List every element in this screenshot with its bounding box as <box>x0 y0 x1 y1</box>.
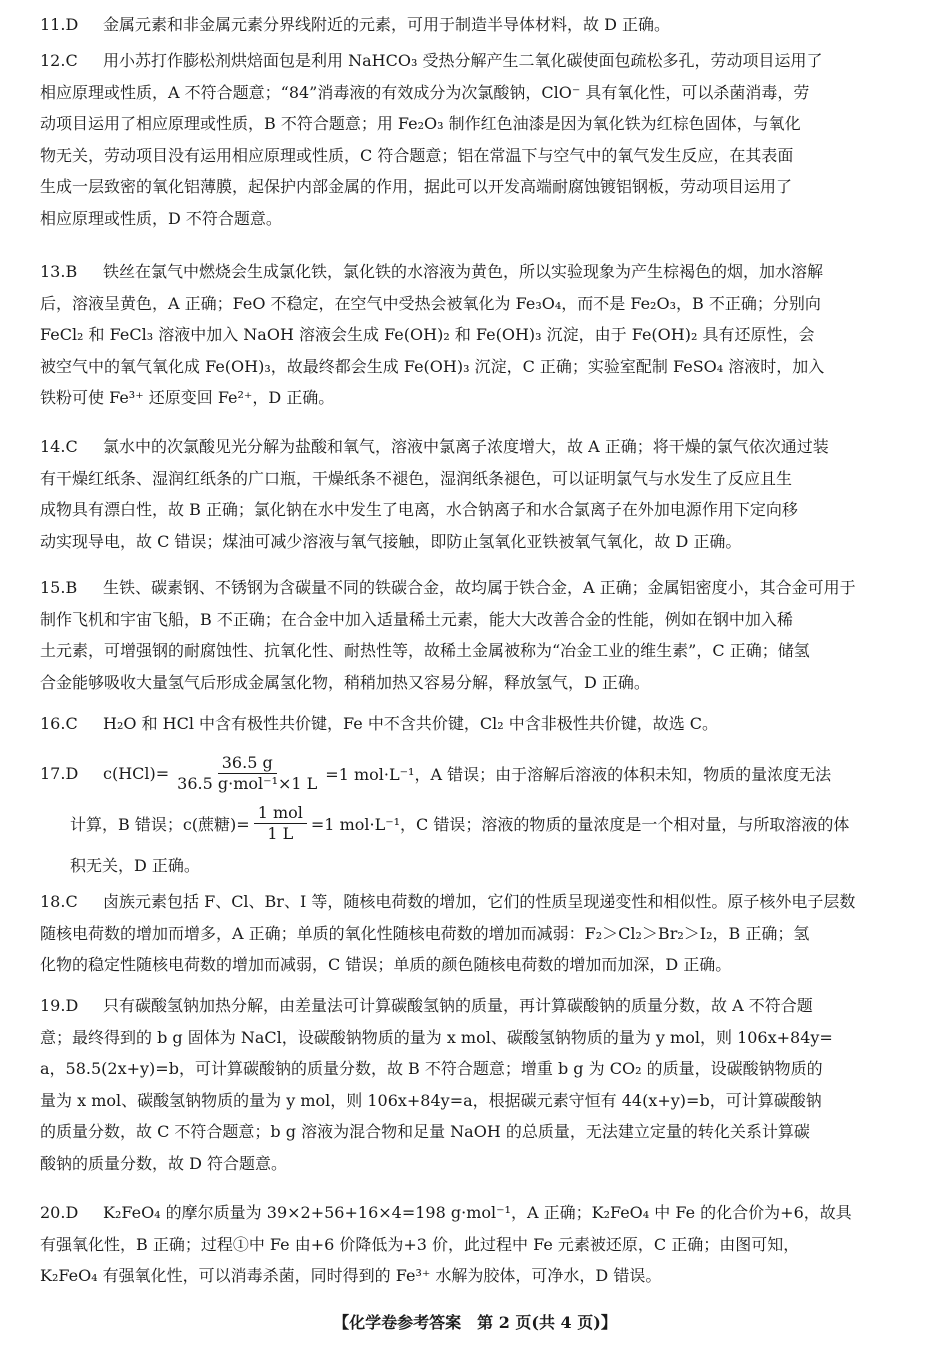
answer-line <box>40 431 912 463</box>
answer-line <box>40 667 912 699</box>
answer-text: 只有碳酸氢钠加热分解，由差量法可计算碳酸氢钠的质量，再计算碳酸钠的质量分数，故 A 不符合题 <box>103 996 813 1015</box>
answer-text: 氯水中的次氯酸见光分解为盐酸和氧气，溶液中氯离子浓度增大，故 A 正确；将干燥的氯气依次通过装 <box>103 437 829 456</box>
answer-line <box>40 1260 912 1292</box>
answer-text: 随核电荷数的增加而增多，A 正确；单质的氧化性随核电荷数的增加而减弱：F₂＞Cl₂＞Br₂＞I₂，B 正确；氢 <box>40 923 810 943</box>
answer-number: 14.C <box>40 437 78 456</box>
answer-text: 铁粉可使 Fe³⁺ 还原变回 Fe²⁺，D 正确。 <box>40 388 335 407</box>
answer-line <box>40 990 912 1022</box>
answer-text: 化物的稳定性随核电荷数的增加而减弱，C 错误；单质的颜色随核电荷数的增加而加深，D 正确。 <box>40 955 732 974</box>
answer-line <box>40 572 912 604</box>
answer-number: 18.C <box>40 892 78 911</box>
answer-16 <box>40 708 912 740</box>
answer-text: a，58.5(2x+y)=b，可计算碳酸钠的质量分数，故 B 不符合题意；增重 b g 为 CO₂ 的质量，设碳酸钠物质的 <box>40 1059 823 1078</box>
answer-17-line-2 <box>40 798 912 848</box>
answer-text: 生铁、碳素钢、不锈钢为含碳量不同的铁碳合金，故均属于铁合金，A 正确；金属铝密度小，其合金可用于 <box>103 578 856 597</box>
answer-line <box>40 288 912 320</box>
answer-14 <box>40 431 912 557</box>
answer-17-line-3 <box>40 850 912 882</box>
answer-number: 19.D <box>40 996 79 1015</box>
answer-line <box>40 108 912 140</box>
answer-text: 有强氧化性，B 正确；过程①中 Fe 由+6 价降低为+3 价，此过程中 Fe 元素被还原，C 正确；由图可知， <box>40 1234 800 1254</box>
answer-text: 物无关，劳动项目没有运用相应原理或性质，C 符合题意；铝在常温下与空气中的氧气发生反应，在其表面 <box>40 145 794 165</box>
answer-text: 制作飞机和宇宙飞船，B 不正确；在合金中加入适量稀土元素，能大大改善合金的性能，例如在钢中加入稀 <box>40 609 793 629</box>
answer-number: 12.C <box>40 51 78 70</box>
answer-13 <box>40 256 912 414</box>
answer-line <box>40 1053 912 1085</box>
answer-text: H₂O 和 HCl 中含有极性共价键，Fe 中不含共价键，Cl₂ 中含非极性共价键，故选 C。 <box>103 714 719 733</box>
answer-text: 意；最终得到的 b g 固体为 NaCl，设碳酸钠物质的量为 x mol、碳酸氢钠物质的量为 y mol，则 106x+84y= <box>40 1027 833 1047</box>
answer-11 <box>40 9 912 41</box>
answer-text: 的质量分数，故 C 不符合题意；b g 溶液为混合物和足量 NaOH 的总质量，无法建立定量的转化关系计算碳 <box>40 1122 810 1141</box>
answer-line <box>40 140 912 172</box>
answer-text: 土元素，可增强钢的耐腐蚀性、抗氧化性、耐热性等，故稀土金属被称为“冶金工业的维生素”，C 正确；储氢 <box>40 641 810 660</box>
fraction-sucrose <box>254 804 307 843</box>
answer-text: 成物具有漂白性，故 B 正确；氯化钠在水中发生了电离，水合钠离子和水合氯离子在外加电源作用下定向移 <box>40 500 798 519</box>
fraction-denominator: 1 L <box>267 823 294 843</box>
answer-text: 被空气中的氧气氧化成 Fe(OH)₃，故最终都会生成 Fe(OH)₃ 沉淀，C 正确；实验室配制 FeSO₄ 溶液时，加入 <box>40 356 825 376</box>
answer-text: 金属元素和非金属元素分界线附近的元素，可用于制造半导体材料，故 D 正确。 <box>103 15 671 34</box>
answer-text: 铁丝在氯气中燃烧会生成氯化铁，氯化铁的水溶液为黄色，所以实验现象为产生棕褐色的烟，加水溶解 <box>103 262 824 281</box>
answer-text: 用小苏打作膨松剂烘焙面包是利用 NaHCO₃ 受热分解产生二氧化碳使面包疏松多孔，劳动项目运用了 <box>103 51 823 70</box>
answer-line <box>40 708 912 740</box>
answer-17-tail: 积无关，D 正确。 <box>70 856 200 875</box>
answer-line <box>40 604 912 636</box>
fraction-numerator: 1 mol <box>254 804 307 824</box>
answer-line <box>40 918 912 950</box>
answer-number: 15.B <box>40 578 78 597</box>
answer-line <box>40 1116 912 1148</box>
answer-line <box>40 319 912 351</box>
answer-15 <box>40 572 912 698</box>
answer-12 <box>40 45 912 234</box>
answer-text: K₂FeO₄ 的摩尔质量为 39×2+56+16×4=198 g·mol⁻¹，A 正确；K₂FeO₄ 中 Fe 的化合价为+6，故具 <box>103 1203 852 1222</box>
answer-line <box>40 203 912 235</box>
answer-line <box>40 1085 912 1117</box>
answer-text: 相应原理或性质，D 不符合题意。 <box>40 208 282 228</box>
answer-number: 11.D <box>40 15 79 34</box>
answer-text: K₂FeO₄ 有强氧化性，可以消毒杀菌，同时得到的 Fe³⁺ 水解为胶体，可净水，D 错误。 <box>40 1266 662 1285</box>
equation-left: c(HCl)= <box>103 763 170 783</box>
answer-text: 酸钠的质量分数，故 D 符合题意。 <box>40 1153 288 1173</box>
answer-text: 动项目运用了相应原理或性质，B 不符合题意；用 Fe₂O₃ 制作红色油漆是因为氧化铁为红棕色固体，与氧化 <box>40 114 801 133</box>
answer-line <box>40 351 912 383</box>
equation-left: 计算，B 错误；c(蔗糖)= <box>70 814 250 834</box>
answer-line <box>40 494 912 526</box>
answer-line <box>40 526 912 558</box>
answer-line <box>40 949 912 981</box>
answer-text: 合金能够吸收大量氢气后形成金属氢化物，稍稍加热又容易分解，释放氢气，D 正确。 <box>40 672 650 692</box>
answer-19 <box>40 990 912 1179</box>
fraction-numerator: 36.5 g <box>218 754 277 774</box>
answer-line <box>40 9 912 41</box>
answer-line <box>40 1022 912 1054</box>
answer-text: 相应原理或性质，A 不符合题意；“84”消毒液的有效成分为次氯酸钠，ClO⁻ 具有氧化性，可以杀菌消毒，劳 <box>40 82 810 102</box>
fraction-hcl <box>173 754 321 793</box>
fraction-denominator: 36.5 g·mol⁻¹×1 L <box>177 773 318 793</box>
answer-line <box>40 382 912 414</box>
answer-line <box>40 171 912 203</box>
page-footer: 【化学卷参考答案 第 2 页(共 4 页)】 <box>333 1313 617 1332</box>
answer-line <box>40 77 912 109</box>
answer-text: 量为 x mol、碳酸氢钠物质的量为 y mol，则 106x+84y=a，根据碳元素守恒有 44(x+y)=b，可计算碳酸钠 <box>40 1090 822 1110</box>
answer-text: 卤族元素包括 F、Cl、Br、I 等，随核电荷数的增加，它们的性质呈现递变性和相似性。原子核外电子层数 <box>103 892 856 911</box>
answer-number: 16.C <box>40 714 78 733</box>
answer-18 <box>40 886 912 981</box>
answer-line <box>40 463 912 495</box>
answer-line <box>40 45 912 77</box>
answer-line <box>40 1229 912 1261</box>
answer-number: 13.B <box>40 262 78 281</box>
equation-right: =1 mol·L⁻¹，A 错误；由于溶解后溶液的体积未知，物质的量浓度无法 <box>325 764 832 784</box>
answer-line <box>40 1148 912 1180</box>
answer-line <box>40 886 912 918</box>
answer-20 <box>40 1197 912 1292</box>
answer-number: 20.D <box>40 1203 79 1222</box>
answer-17-line-1 <box>40 748 912 798</box>
answer-text: 生成一层致密的氧化铝薄膜，起保护内部金属的作用，据此可以开发高端耐腐蚀镀铝钢板，劳动项目运用了 <box>40 177 793 196</box>
equation-right: =1 mol·L⁻¹，C 错误；溶液的物质的量浓度是一个相对量，与所取溶液的体 <box>310 814 850 834</box>
answer-line <box>40 635 912 667</box>
answer-text: 动实现导电，故 C 错误；煤油可减少溶液与氧气接触，即防止氢氧化亚铁被氧气氧化，故 D 正确。 <box>40 531 742 551</box>
answer-text: FeCl₂ 和 FeCl₃ 溶液中加入 NaOH 溶液会生成 Fe(OH)₂ 和 Fe(OH)₃ 沉淀，由于 Fe(OH)₂ 具有还原性，会 <box>40 325 815 344</box>
answer-text: 后，溶液呈黄色，A 正确；FeO 不稳定，在空气中受热会被氧化为 Fe₃O₄，而不是 Fe₂O₃，B 不正确；分别向 <box>40 293 821 313</box>
answer-text: 有干燥红纸条、湿润红纸条的广口瓶，干燥纸条不褪色，湿润纸条褪色，可以证明氯气与水发生了反应且生 <box>40 468 793 488</box>
answer-line <box>40 256 912 288</box>
answer-17-number: 17.D <box>40 763 79 783</box>
answer-line <box>40 1197 912 1229</box>
